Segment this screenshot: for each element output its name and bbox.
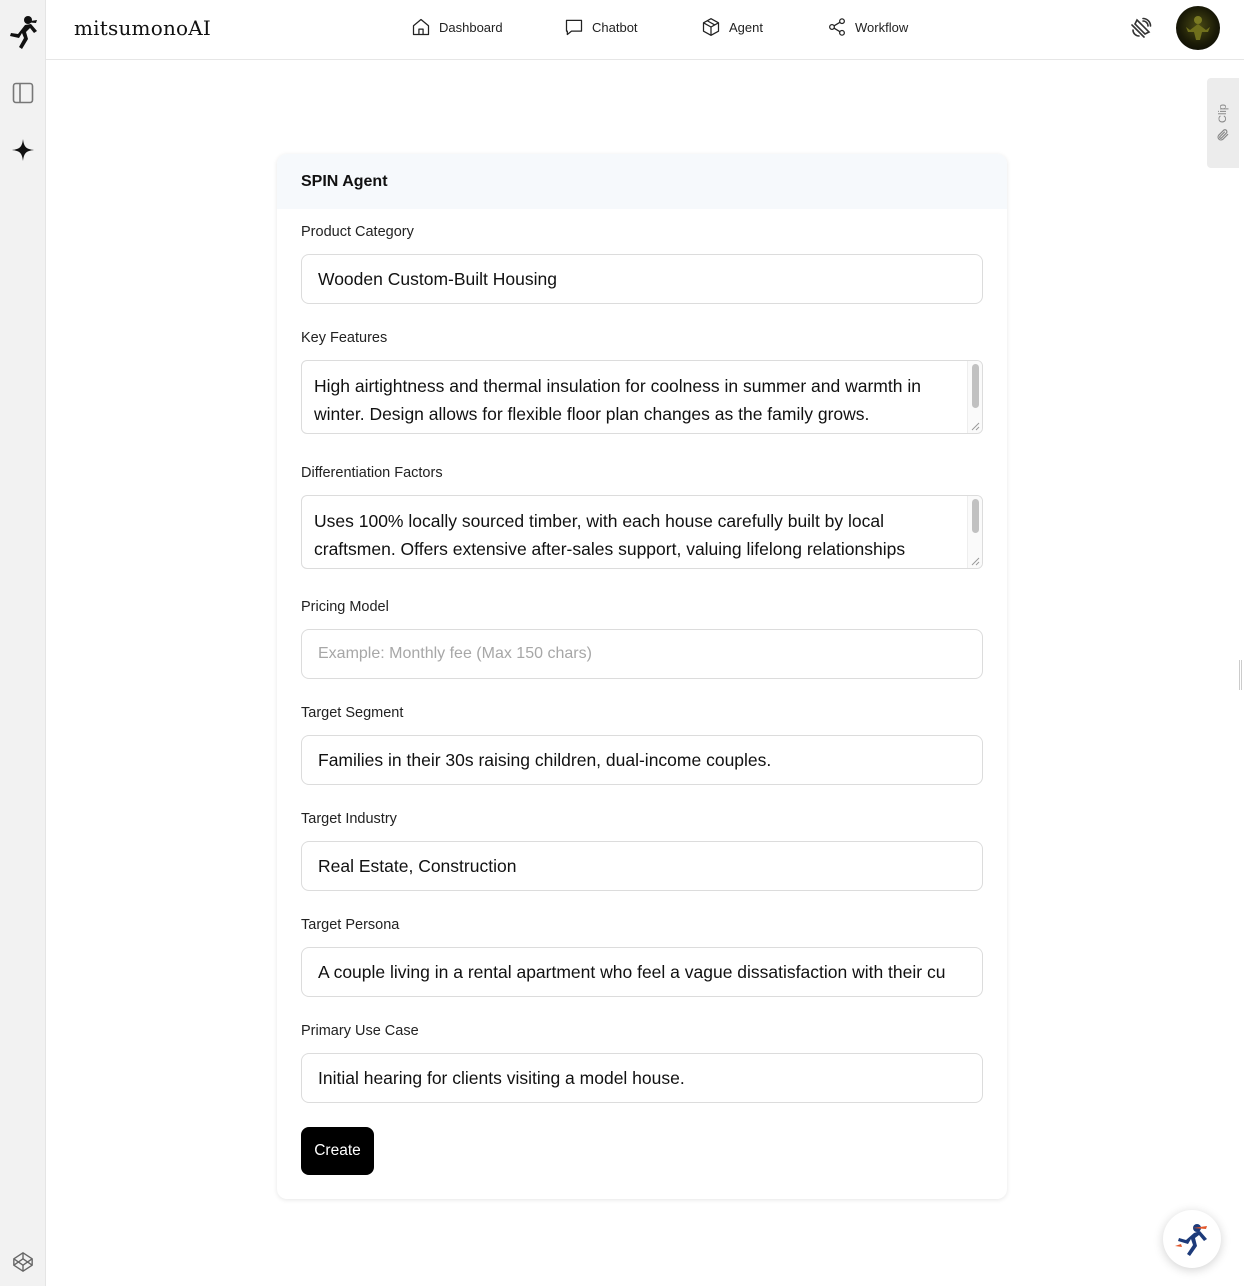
clip-label: Clip: [1217, 103, 1229, 123]
card-header: [277, 154, 1007, 209]
primary-use-case-input[interactable]: [301, 1053, 983, 1103]
differentiation-label: Differentiation Factors: [301, 465, 443, 481]
home-icon: [411, 17, 431, 37]
sidebar: [0, 0, 46, 1286]
card-title: SPIN Agent: [301, 172, 388, 190]
satellite-icon[interactable]: [1128, 17, 1152, 46]
share-nodes-icon: [827, 17, 847, 37]
sparkle-icon[interactable]: [0, 138, 46, 162]
target-industry-label: Target Industry: [301, 811, 397, 827]
nav-chatbot[interactable]: [564, 17, 638, 37]
target-segment-label: Target Segment: [301, 705, 404, 721]
key-features-label: Key Features: [301, 330, 388, 346]
target-persona-input[interactable]: [301, 947, 983, 997]
create-button[interactable]: Create: [301, 1127, 374, 1175]
nav-dashboard-label: Dashboard: [439, 19, 503, 35]
differentiation-textarea[interactable]: [301, 495, 983, 569]
nav-workflow[interactable]: [827, 17, 908, 37]
pricing-model-input[interactable]: [301, 629, 983, 679]
nav-chatbot-label: Chatbot: [592, 19, 638, 35]
clip-tab[interactable]: [1207, 78, 1239, 168]
spin-agent-form-card: [277, 154, 1007, 1199]
nav-agent-label: Agent: [729, 19, 763, 35]
cube-icon: [701, 17, 721, 37]
key-features-textarea[interactable]: [301, 360, 983, 434]
brand-name[interactable]: mitsumonoAI: [74, 16, 212, 40]
pricing-model-label: Pricing Model: [301, 599, 389, 615]
differentiation-text: Uses 100% locally sourced timber, with each house carefully built by local craftsmen. Offers extensive after-sales support, valuing lifelong relationships: [314, 511, 906, 559]
nav-dashboard[interactable]: [411, 17, 503, 37]
paperclip-icon: [1216, 128, 1230, 142]
runner-logo-icon[interactable]: [0, 14, 46, 50]
assistant-fab[interactable]: [1163, 1210, 1221, 1268]
target-segment-input[interactable]: [301, 735, 983, 785]
sidebar-toggle-icon[interactable]: [0, 82, 46, 104]
nav-workflow-label: Workflow: [855, 19, 909, 35]
codepen-icon[interactable]: [0, 1251, 46, 1273]
resize-grip-icon[interactable]: [971, 557, 980, 566]
product-category-label: Product Category: [301, 224, 414, 240]
target-persona-label: Target Persona: [301, 917, 400, 933]
ninja-runner-icon: [1173, 1220, 1211, 1258]
key-features-text: High airtightness and thermal insulation for coolness in summer and warmth in winter. Design allows for flexible floor plan changes as the family grows.: [314, 376, 921, 424]
top-navbar: [46, 0, 1244, 60]
avatar[interactable]: [1176, 6, 1220, 50]
resize-grip-icon[interactable]: [971, 422, 980, 431]
resize-handle[interactable]: [1239, 660, 1242, 690]
primary-use-case-label: Primary Use Case: [301, 1023, 419, 1039]
product-category-input[interactable]: [301, 254, 983, 304]
chat-bubble-icon: [564, 17, 584, 37]
nav-agent[interactable]: [701, 17, 763, 37]
target-industry-input[interactable]: [301, 841, 983, 891]
